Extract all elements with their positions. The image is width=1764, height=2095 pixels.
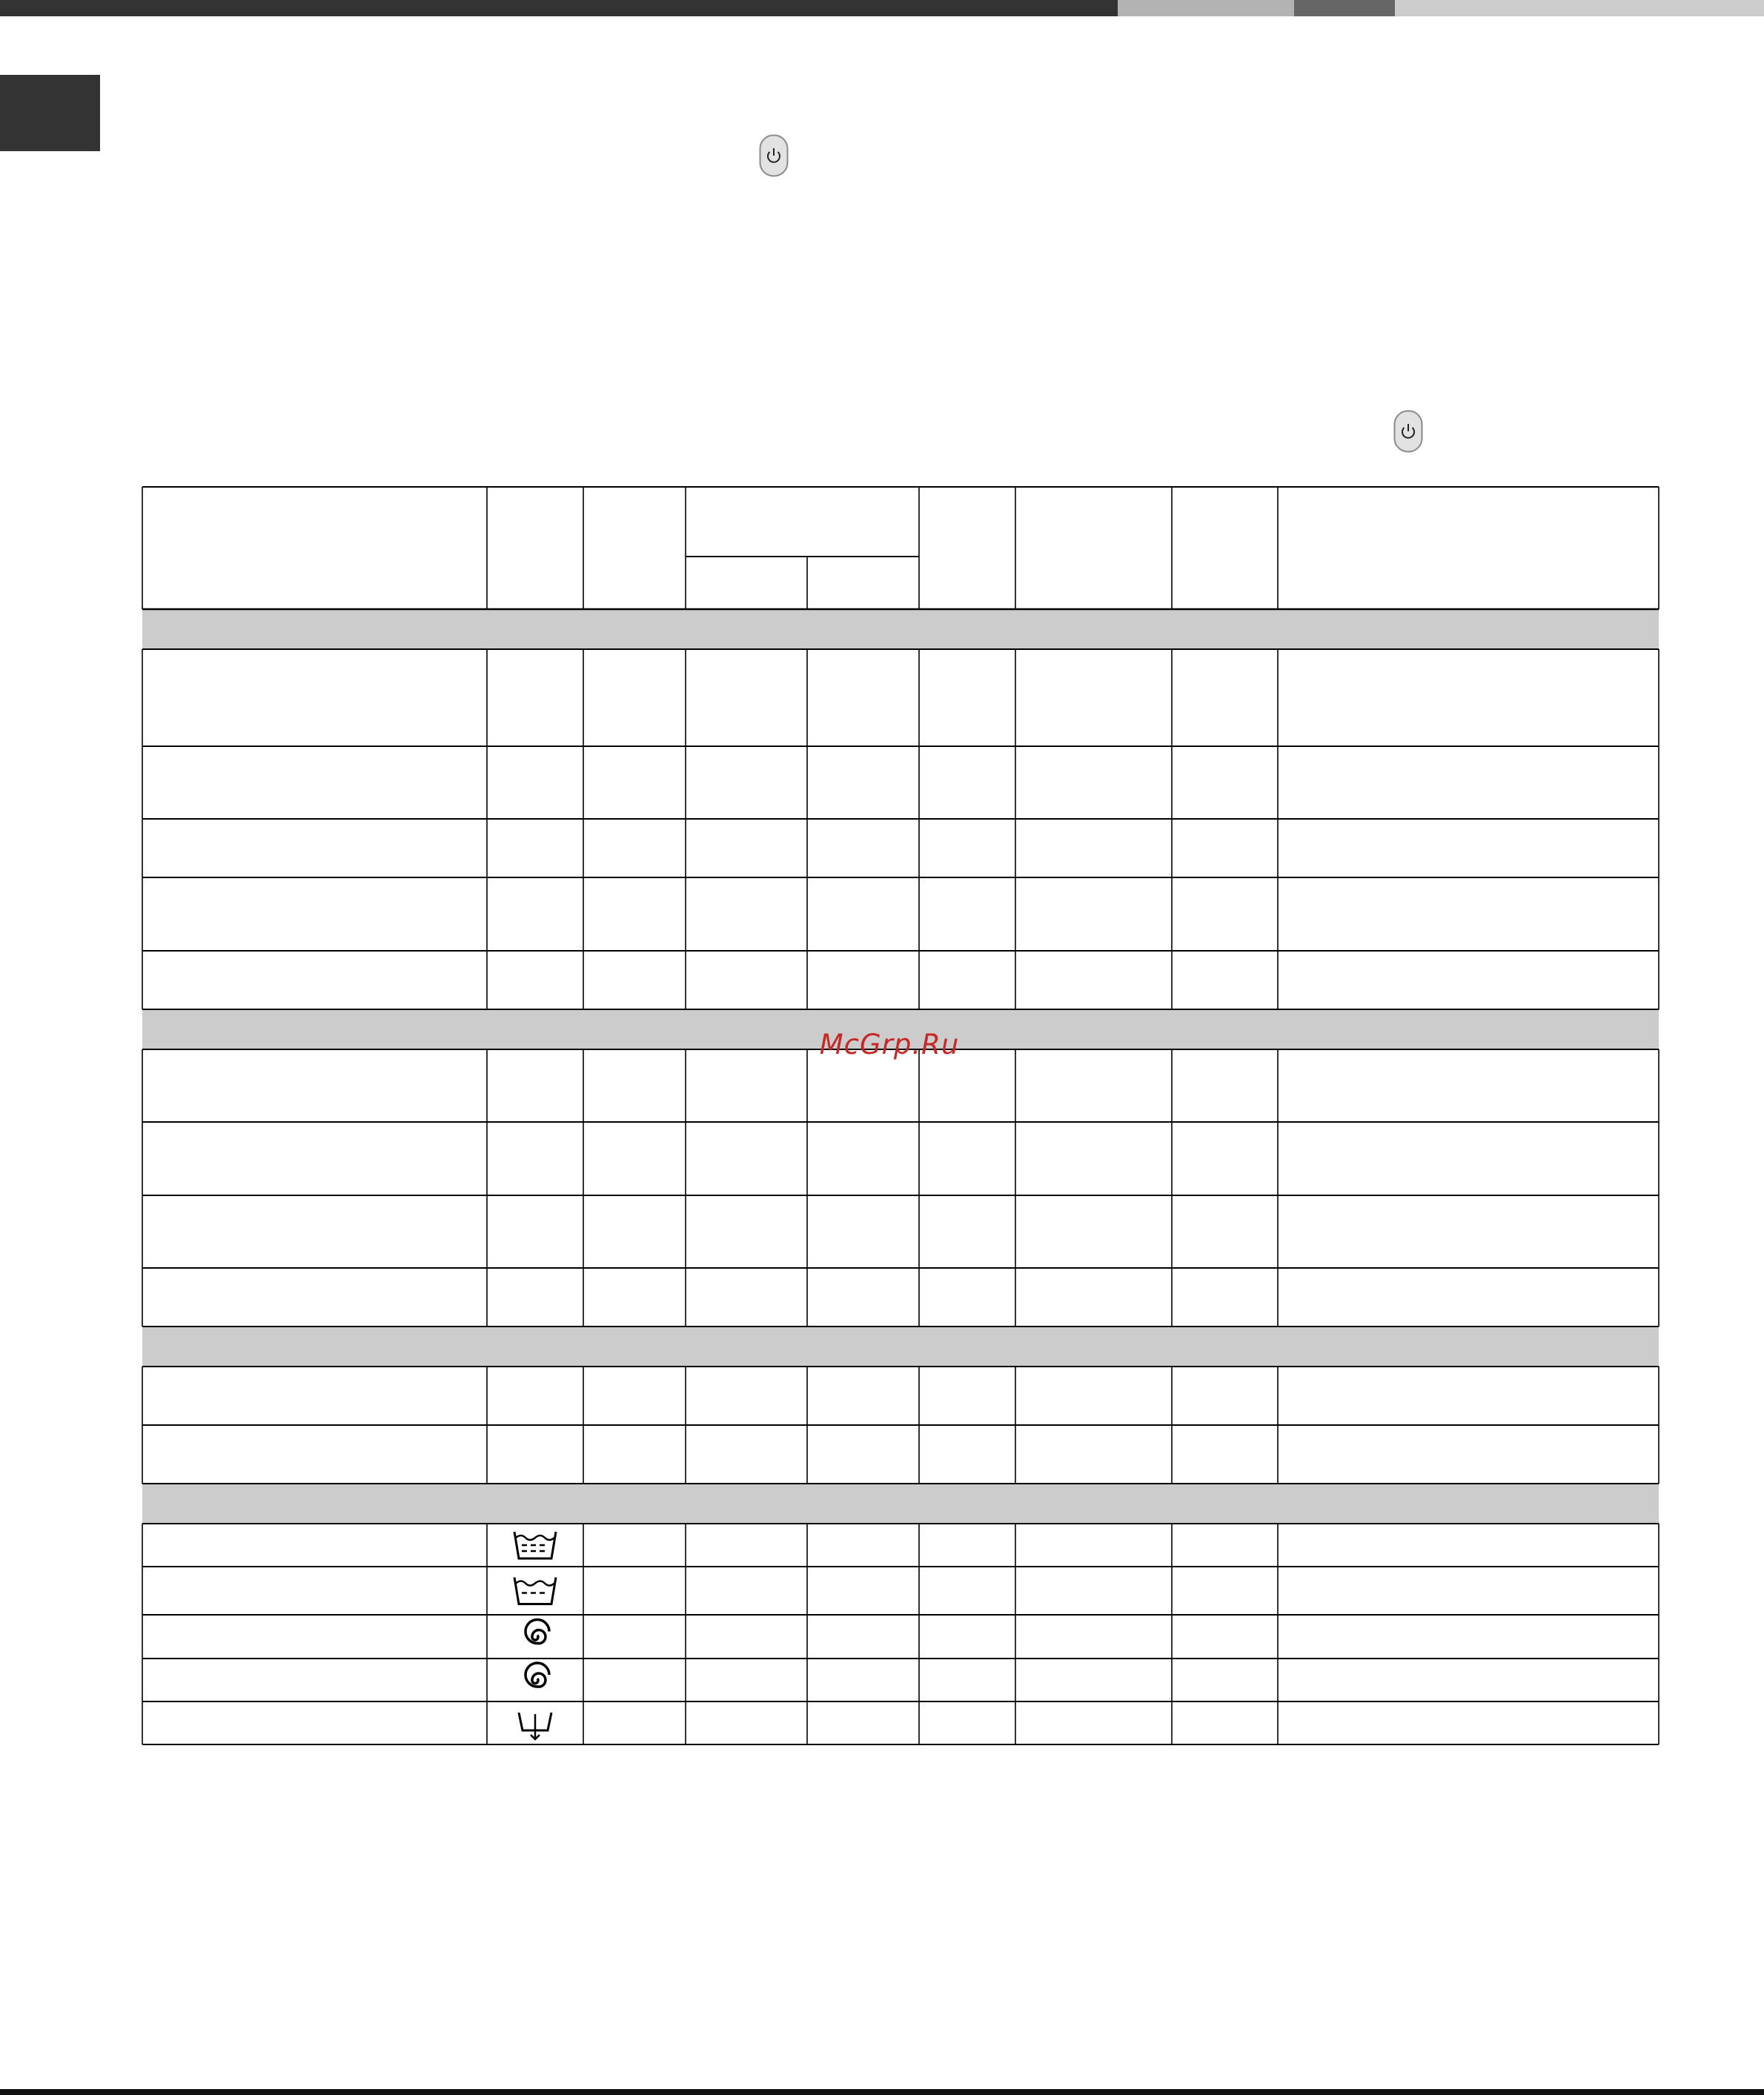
wash-basin-double-line-icon — [514, 1532, 556, 1558]
wash-basin-dashed-icon — [514, 1578, 556, 1604]
watermark-text: McGrp.Ru — [819, 1029, 960, 1060]
spin-spiral-icon — [525, 1620, 549, 1644]
bottom-rule — [0, 2089, 1764, 2095]
spin-spiral-icon — [525, 1663, 549, 1687]
section-band-1 — [142, 609, 1659, 649]
drain-icon — [519, 1713, 551, 1739]
section-band-4 — [142, 1484, 1659, 1524]
section-band-3 — [142, 1327, 1659, 1367]
